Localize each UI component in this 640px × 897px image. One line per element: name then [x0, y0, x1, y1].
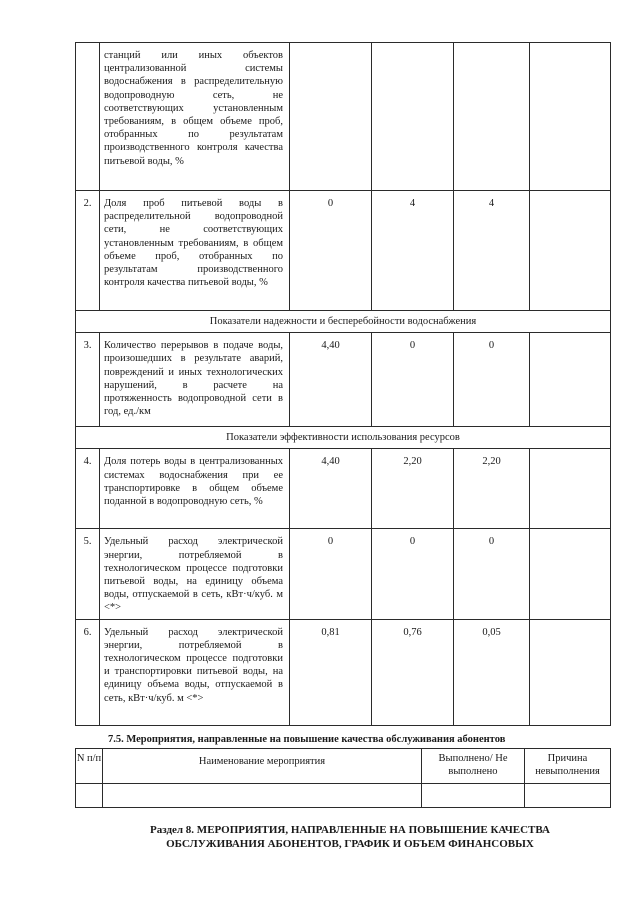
empty-cell: [422, 784, 525, 808]
value-cell: 4,40: [290, 449, 372, 529]
value-cell: 2,20: [454, 449, 530, 529]
value-cell: 0,76: [372, 619, 454, 725]
table-row: [76, 333, 611, 427]
row-description: Количество перерывов в подаче воды, произошедших в результате аварий, повреждений и иных технологических нарушений, в расчете на протяженность водопроводной сети в год, ед./км: [100, 333, 290, 427]
table-row: [76, 191, 611, 311]
row-number: 5.: [76, 529, 100, 619]
empty-cell: [530, 333, 611, 427]
section-row: [76, 427, 611, 449]
row-description: станций или иных объектов централизованной системы водоснабжения в распределительную водопроводную сеть, не соответствующих установленным требованиям, в общем объеме проб, отобранных по результатам производственного контроля качества питьевой воды, %: [100, 43, 290, 191]
value-cell: [290, 43, 372, 191]
section-row: [76, 311, 611, 333]
empty-cell: [530, 529, 611, 619]
value-cell: 0: [290, 529, 372, 619]
section-7-5-heading: 7.5. Мероприятия, направленные на повышение качества обслуживания абонентов: [108, 734, 506, 745]
table-row: [76, 529, 611, 619]
value-cell: 0: [372, 333, 454, 427]
value-cell: 0: [454, 333, 530, 427]
measures-table: [75, 748, 611, 808]
value-cell: 2,20: [372, 449, 454, 529]
section-8-heading-line-2: ОБСЛУЖИВАНИЯ АБОНЕНТОВ, ГРАФИК И ОБЪЕМ ФИНАНСОВЫХ: [166, 838, 534, 850]
value-cell: 4: [372, 191, 454, 311]
value-cell: [372, 43, 454, 191]
column-header-reason: Причина невыполнения: [525, 749, 611, 784]
column-header-number: N п/п: [76, 749, 103, 784]
row-number: 2.: [76, 191, 100, 311]
empty-cell: [103, 784, 422, 808]
section-title-reliability: Показатели надежности и бесперебойности водоснабжения: [76, 311, 611, 333]
empty-cell: [530, 43, 611, 191]
empty-cell: [530, 449, 611, 529]
table-row: [76, 619, 611, 725]
value-cell: [454, 43, 530, 191]
value-cell: 4,40: [290, 333, 372, 427]
row-description: Доля потерь воды в централизованных системах водоснабжения при ее транспортировке в общем объеме поданной в водопроводную сеть, %: [100, 449, 290, 529]
row-description: Удельный расход электрической энергии, потребляемой в технологическом процессе подготовки питьевой воды, на единицу объема воды, отпускаемой в сеть, кВт·ч/куб. м <*>: [100, 529, 290, 619]
table-row: [76, 43, 611, 191]
table-header-row: [76, 749, 611, 784]
value-cell: 0,81: [290, 619, 372, 725]
value-cell: 4: [454, 191, 530, 311]
column-header-measure: Наименование мероприятия: [103, 749, 422, 784]
empty-cell: [76, 784, 103, 808]
row-number: [76, 43, 100, 191]
indicators-table: [75, 42, 611, 726]
value-cell: 0: [372, 529, 454, 619]
row-number: 4.: [76, 449, 100, 529]
empty-cell: [530, 191, 611, 311]
value-cell: 0: [290, 191, 372, 311]
empty-cell: [530, 619, 611, 725]
row-number: 3.: [76, 333, 100, 427]
section-title-efficiency: Показатели эффективности использования ресурсов: [76, 427, 611, 449]
empty-cell: [525, 784, 611, 808]
table-row: [76, 449, 611, 529]
column-header-status: Выполнено/ Не выполнено: [422, 749, 525, 784]
row-number: 6.: [76, 619, 100, 725]
value-cell: 0: [454, 529, 530, 619]
row-description: Доля проб питьевой воды в распределительной водопроводной сети, не соответствующих установленным требованиям, в общем объеме проб, отобранных по результатам производственного контроля качества питьевой воды, %: [100, 191, 290, 311]
table-row: [76, 784, 611, 808]
row-description: Удельный расход электрической энергии, потребляемой в технологическом процессе подготовки и транспортировки питьевой воды, на единицу объема воды, отпускаемой в сеть, кВт·ч/куб. м <*>: [100, 619, 290, 725]
value-cell: 0,05: [454, 619, 530, 725]
section-8-heading-line-1: Раздел 8. МЕРОПРИЯТИЯ, НАПРАВЛЕННЫЕ НА ПОВЫШЕНИЕ КАЧЕСТВА: [150, 824, 550, 836]
